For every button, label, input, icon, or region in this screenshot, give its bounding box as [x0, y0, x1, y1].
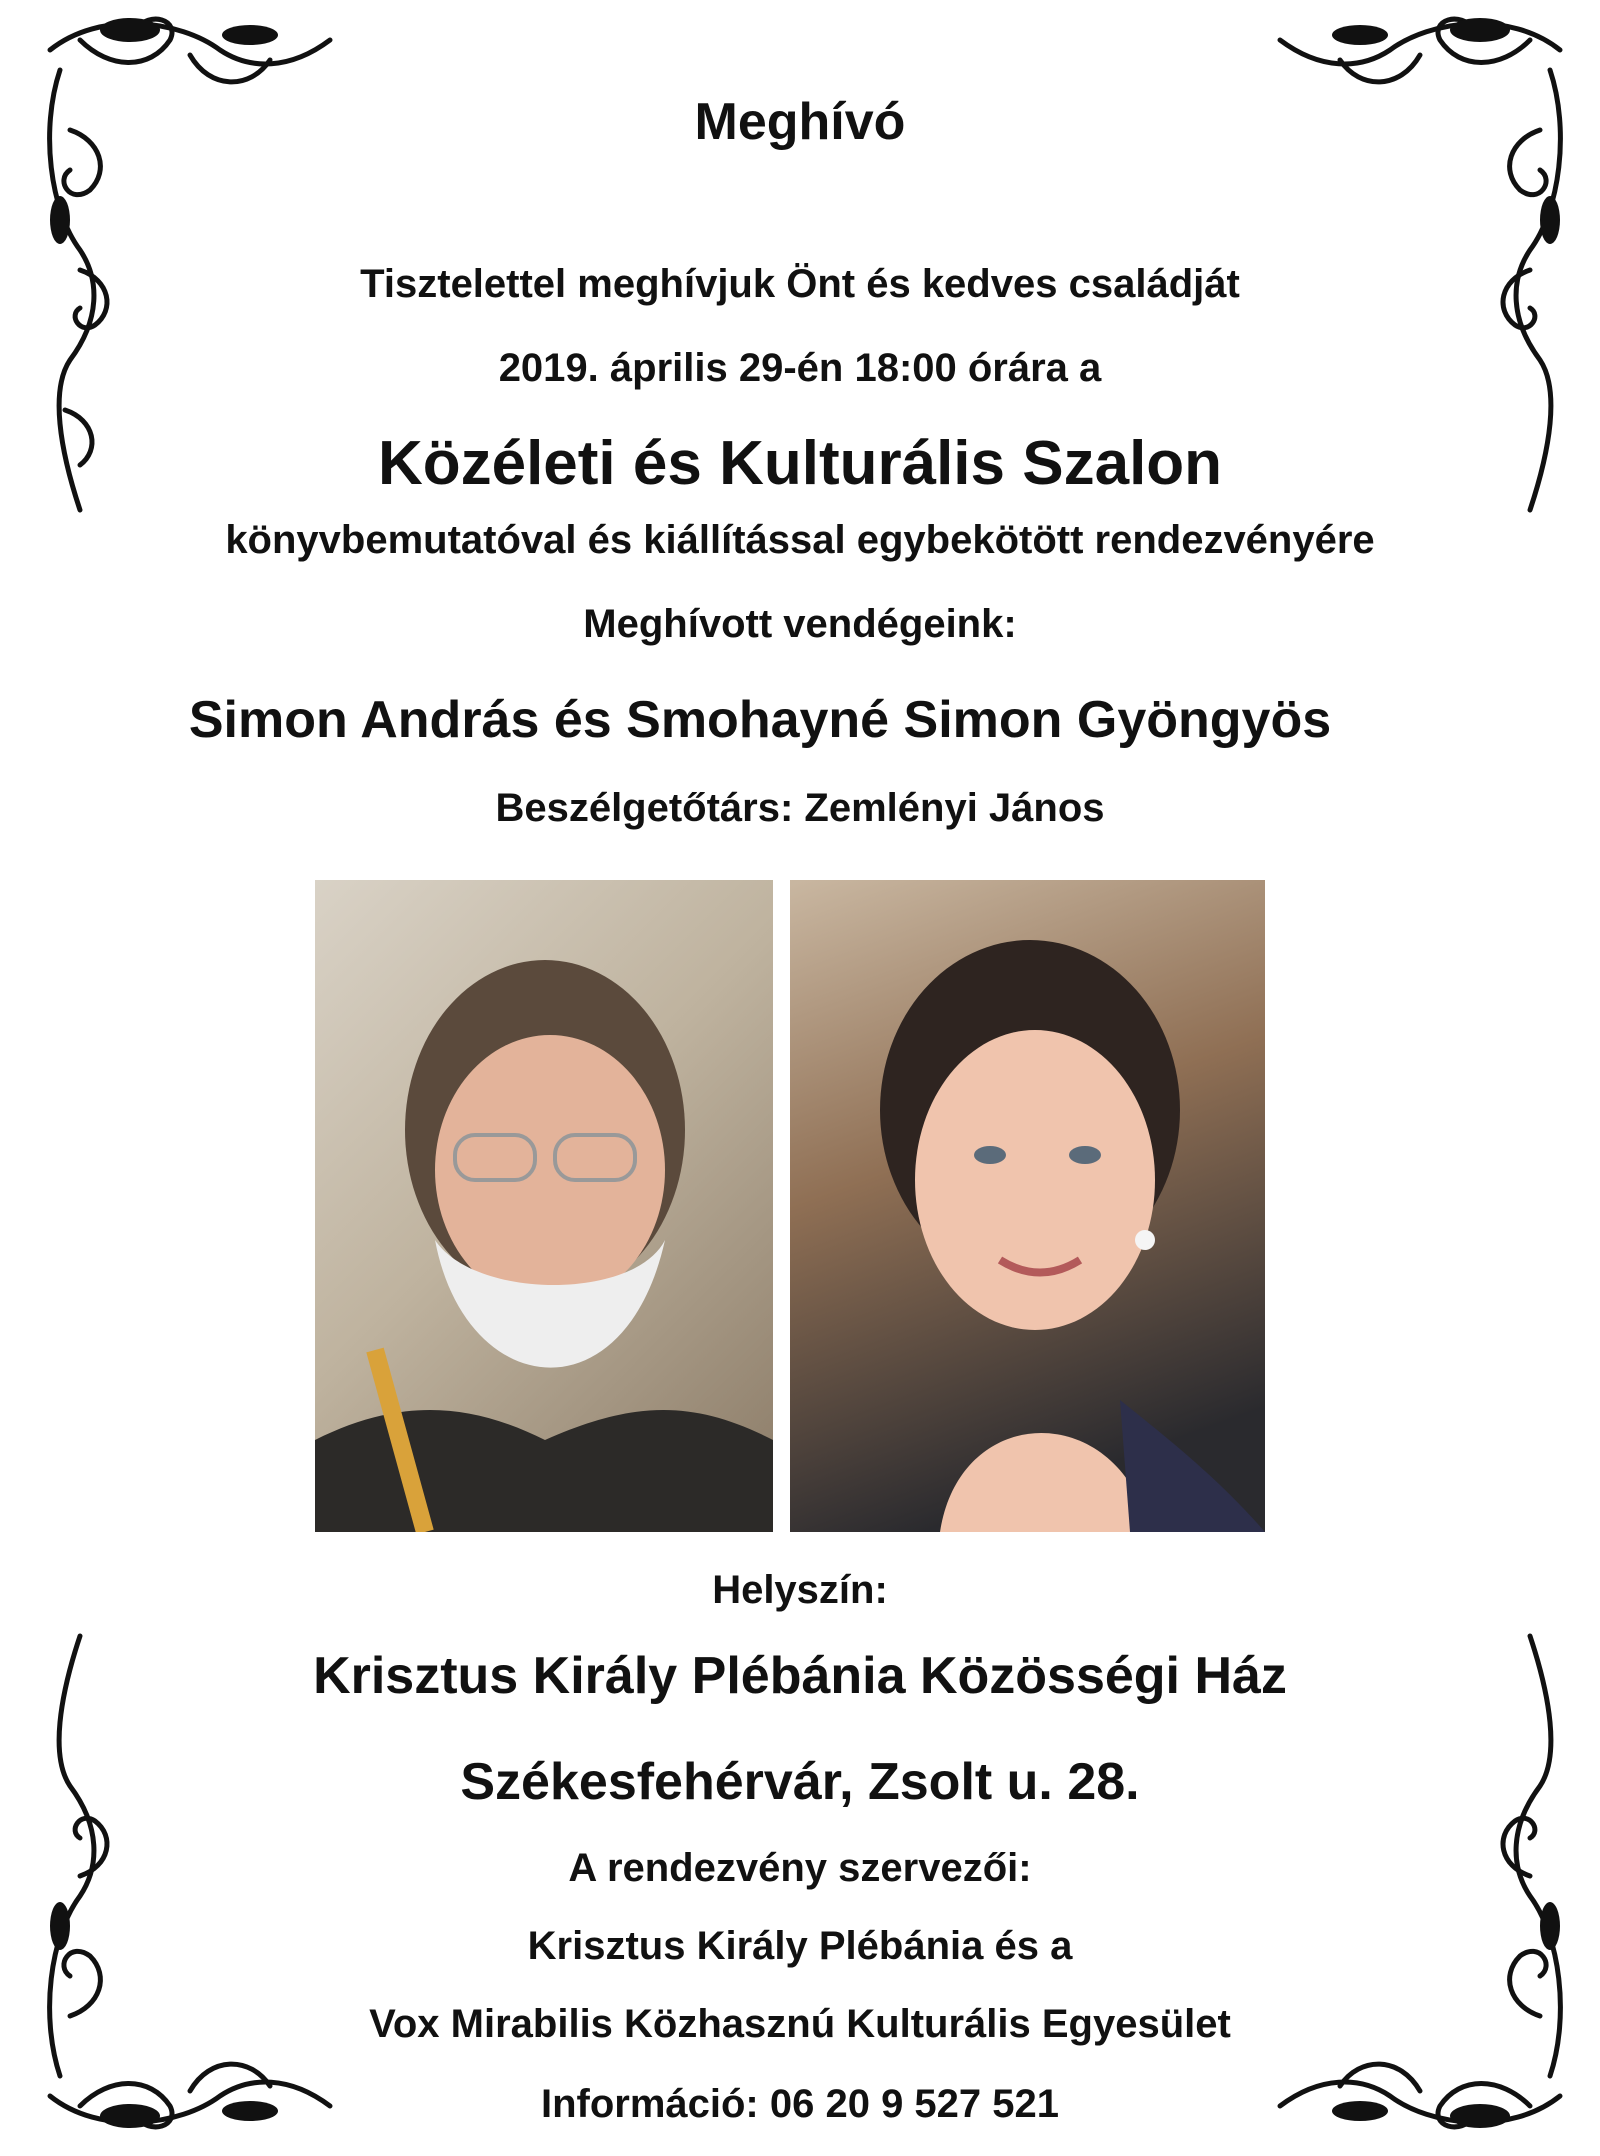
guest-photo-man — [315, 880, 773, 1532]
invitation-title: Meghívó — [694, 93, 906, 151]
organizer-1: Krisztus Király Plébánia és a — [527, 1924, 1073, 1968]
venue-label: Helyszín: — [712, 1568, 888, 1612]
guests-label: Meghívott vendégeink: — [583, 602, 1017, 646]
event-name: Közéleti és Kulturális Szalon — [377, 429, 1223, 498]
event-date-time: 2019. április 29-én 18:00 órára a — [498, 346, 1102, 390]
info-phone: Információ: 06 20 9 527 521 — [540, 2082, 1060, 2126]
intro-text: Tisztelettel meghívjuk Önt és kedves családját — [360, 262, 1240, 306]
organizer-2: Vox Mirabilis Közhasznú Kulturális Egyesület — [369, 2002, 1231, 2046]
moderator-text: Beszélgetőtárs: Zemlényi János — [495, 786, 1105, 830]
guests-names: Simon András és Smohayné Simon Gyöngyös — [188, 691, 1332, 749]
event-description: könyvbemutatóval és kiállítással egybekötött rendezvényére — [225, 518, 1375, 562]
guest-photos — [315, 880, 1265, 1532]
venue-address: Székesfehérvár, Zsolt u. 28. — [460, 1753, 1140, 1811]
venue-name: Krisztus Király Plébánia Közösségi Ház — [313, 1647, 1287, 1705]
organizers-label: A rendezvény szervezői: — [568, 1846, 1032, 1890]
guest-photo-woman — [790, 880, 1265, 1532]
